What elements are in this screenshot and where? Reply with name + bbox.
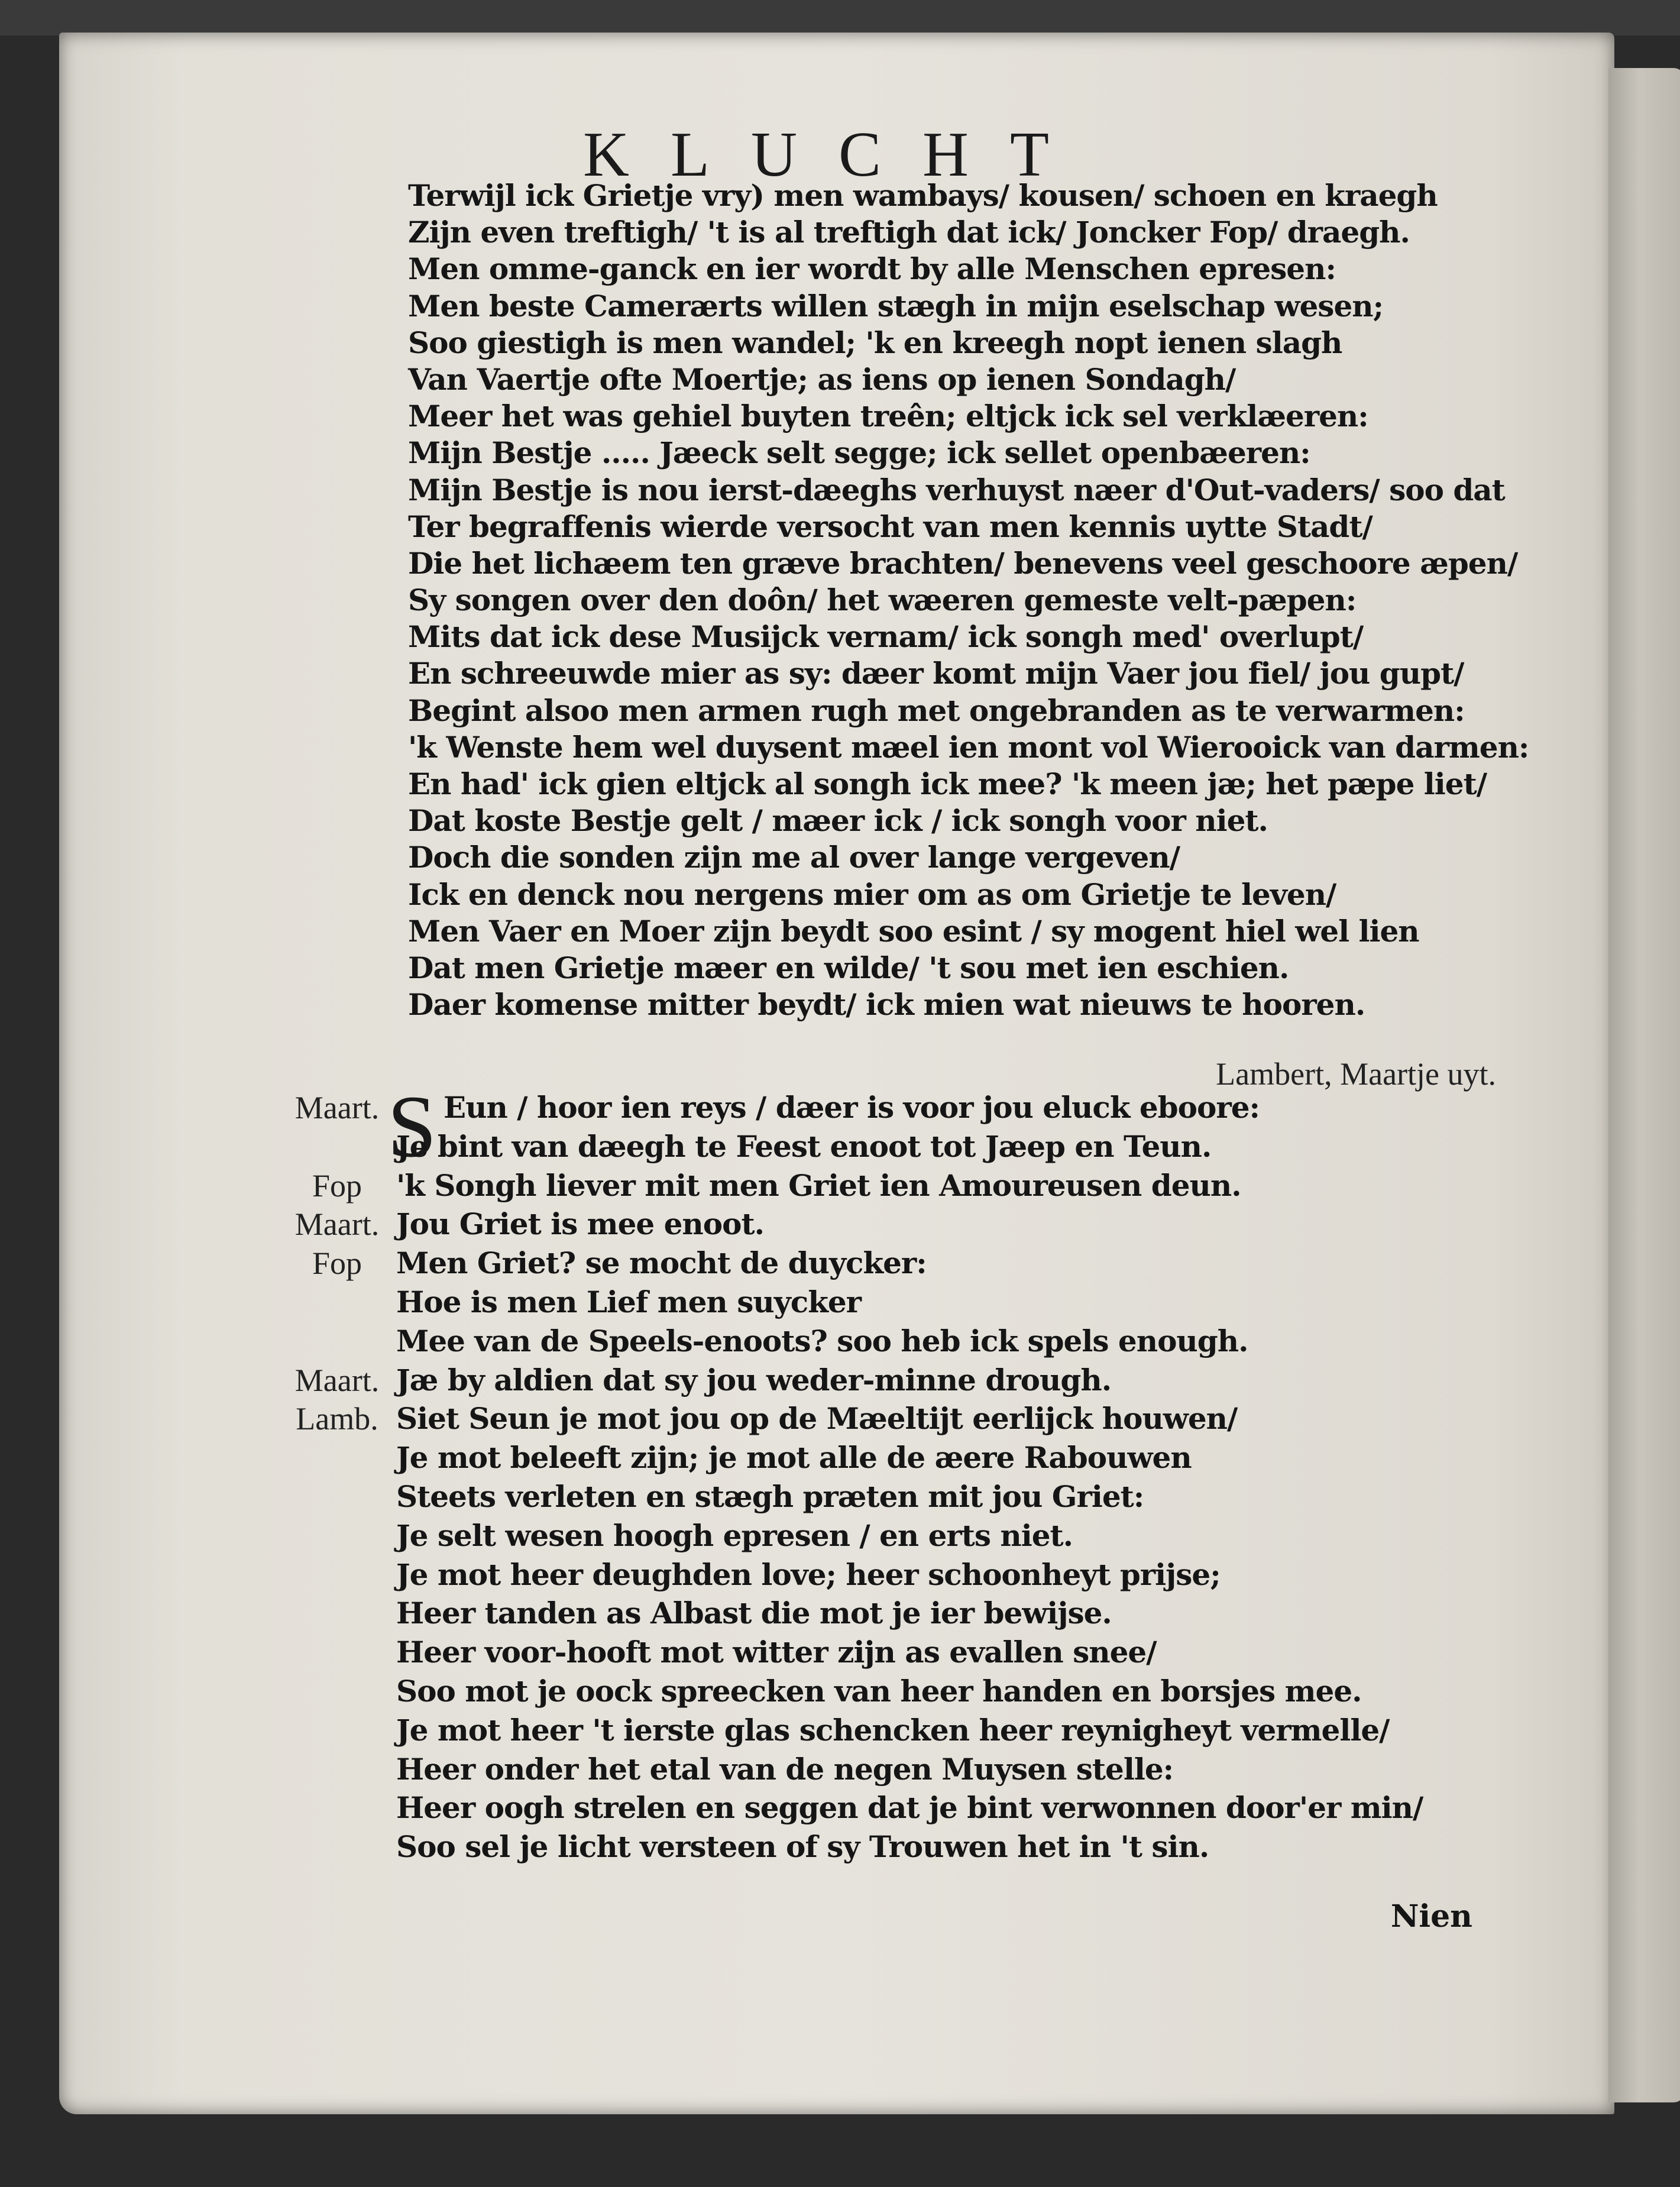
verse-line: Sy songen over den doôn/ het wæeren gemeste velt-pæpen: xyxy=(408,583,1357,618)
verse-line: Dat koste Bestje gelt / mæer ick / ick songh voor niet. xyxy=(408,803,1268,839)
verse-line: Mijn Bestje is nou ierst-dæeghs verhuyst næer d'Out-vaders/ soo dat xyxy=(408,472,1505,507)
dialogue-text: Soo mot je oock spreecken van heer handen en borsjes mee. xyxy=(396,1674,1362,1709)
dialogue-row xyxy=(59,1361,1614,1400)
dialogue-row xyxy=(59,1750,1614,1789)
dialogue-text: Soo sel je licht versteen of sy Trouwen het in 't sin. xyxy=(396,1829,1209,1865)
verse-line: Men beste Camerærts willen stægh in mijn eselschap wesen; xyxy=(408,288,1384,323)
dialogue-text: Heer voor-hooft mot witter zijn as evallen snee/ xyxy=(396,1635,1157,1670)
verse-line: En schreeuwde mier as sy: dæer komt mijn Vaer jou fiel/ jou gupt/ xyxy=(408,656,1464,691)
dialogue-text: Jou Griet is mee enoot. xyxy=(396,1206,764,1242)
dialogue-text: Eun / hoor ien reys / dæer is voor jou eluck eboore: xyxy=(444,1090,1260,1125)
dialogue-text: Jæ by aldien dat sy jou weder-minne drough. xyxy=(396,1362,1112,1397)
dialogue-row xyxy=(59,1594,1614,1633)
dialogue-row xyxy=(59,1399,1614,1438)
page-header: KLUCHT xyxy=(583,119,1090,190)
dialogue-row xyxy=(59,1477,1614,1516)
verse-line: Mits dat ick dese Musijck vernam/ ick songh med' overlupt/ xyxy=(408,619,1364,655)
verse-line: En had' ick gien eltjck al songh ick mee? 'k meen jæ; het pæpe liet/ xyxy=(408,766,1487,801)
verse-line: Ick en denck nou nergens mier om as om Grietje te leven/ xyxy=(408,876,1336,912)
dialogue-text: Heer tanden as Albast die mot je ier bewijse. xyxy=(396,1596,1112,1631)
dialogue-text: Je selt wesen hoogh epresen / en erts niet. xyxy=(396,1518,1073,1553)
verse-line: Mijn Bestje ..... Jæeck selt segge; ick sellet openbæeren: xyxy=(408,435,1310,471)
speaker-label: Fop xyxy=(312,1167,362,1204)
catchword: Nien xyxy=(1390,1898,1472,1934)
speaker-label: Maart. xyxy=(294,1090,380,1125)
stage-direction: Lambert, Maartje uyt. xyxy=(1216,1056,1496,1092)
dialogue-row xyxy=(59,1827,1614,1866)
dialogue-text: Je bint van dæegh te Feest enoot tot Jæep en Teun. xyxy=(396,1128,1212,1164)
dialogue-row xyxy=(59,1555,1614,1594)
verse-line: Soo giestigh is men wandel; 'k en kreegh nopt ienen slagh xyxy=(408,325,1342,360)
dialogue-row xyxy=(59,1322,1614,1361)
verse-line: Men Vaer en Moer zijn beydt soo esint / sy mogent hiel wel lien xyxy=(408,913,1419,949)
dialogue-text: Je mot heer deughden love; heer schoonheyt prijse; xyxy=(396,1557,1221,1592)
speaker-label: Fop xyxy=(312,1245,362,1282)
dialogue-text: 'k Songh liever mit men Griet ien Amoureusen deun. xyxy=(396,1167,1241,1203)
verse-line: Zijn even treftigh/ 't is al treftigh dat ick/ Joncker Fop/ draegh. xyxy=(408,215,1410,250)
verse-line: Die het lichæem ten græve brachten/ benevens veel geschoore æpen/ xyxy=(408,545,1518,581)
dialogue-row xyxy=(59,1283,1614,1322)
verse-line: Daer komense mitter beydt/ ick mien wat nieuws te hooren. xyxy=(408,987,1365,1023)
dialogue-text: Steets verleten en stægh præten mit jou Griet: xyxy=(396,1479,1144,1514)
speaker-label: Lamb. xyxy=(296,1401,378,1437)
verse-line: Begint alsoo men armen rugh met ongebranden as te verwarmen: xyxy=(408,693,1465,728)
verse-block xyxy=(408,177,1585,1023)
verse-line: Terwijl ick Grietje vry) men wambays/ kousen/ schoen en kraegh xyxy=(408,178,1438,213)
dialogue-row xyxy=(59,1127,1614,1166)
dialogue-row xyxy=(59,1672,1614,1711)
speaker-label: Maart. xyxy=(294,1206,380,1243)
dialogue-text: Je mot beleeft zijn; je mot alle de æere Rabouwen xyxy=(396,1440,1192,1476)
dialogue-row xyxy=(59,1711,1614,1750)
dialogue-row xyxy=(59,1244,1614,1283)
dialogue-text: Je mot heer 't ierste glas schencken heer reynigheyt vermelle/ xyxy=(396,1712,1390,1748)
dialogue-text: Mee van de Speels-enoots? soo heb ick spels enough. xyxy=(396,1323,1248,1358)
dialogue-row xyxy=(59,1516,1614,1555)
dialogue-row xyxy=(59,1633,1614,1672)
speaker-label: Maart. xyxy=(294,1362,380,1398)
verse-line: Dat men Grietje mæer en wilde/ 't sou met ien eschien. xyxy=(408,950,1289,985)
verse-line: Van Vaertje ofte Moertje; as iens op ienen Sondagh/ xyxy=(408,361,1236,397)
drop-cap: S xyxy=(387,1078,437,1176)
verse-line: Ter begraffenis wierde versocht van men kennis uytte Stadt/ xyxy=(408,509,1373,544)
dialogue-text: Heer oogh strelen en seggen dat je bint verwonnen door'er min/ xyxy=(396,1790,1423,1826)
dialogue-row xyxy=(59,1166,1614,1205)
verse-line: Doch die sonden zijn me al over lange vergeven/ xyxy=(408,840,1180,875)
dialogue-row xyxy=(59,1438,1614,1477)
dialogue-row xyxy=(59,1788,1614,1827)
dialogue-row xyxy=(59,1205,1614,1244)
dialogue-text: Heer onder het etal van de negen Muysen stelle: xyxy=(396,1751,1174,1787)
book-page xyxy=(59,33,1614,2114)
dialogue-text: Hoe is men Lief men suycker xyxy=(396,1285,861,1319)
background-strip xyxy=(0,0,1680,35)
dialogue-text: Siet Seun je mot jou op de Mæeltijt eerlijck houwen/ xyxy=(396,1401,1238,1437)
verse-line: Meer het was gehiel buyten treên; eltjck ick sel verklæeren: xyxy=(408,399,1368,434)
verse-line: 'k Wenste hem wel duysent mæel ien mont vol Wierooick van darmen: xyxy=(408,729,1529,765)
dialogue-text: Men Griet? se mocht de duycker: xyxy=(396,1245,927,1281)
verse-line: Men omme-ganck en ier wordt by alle Menschen epresen: xyxy=(408,251,1336,287)
